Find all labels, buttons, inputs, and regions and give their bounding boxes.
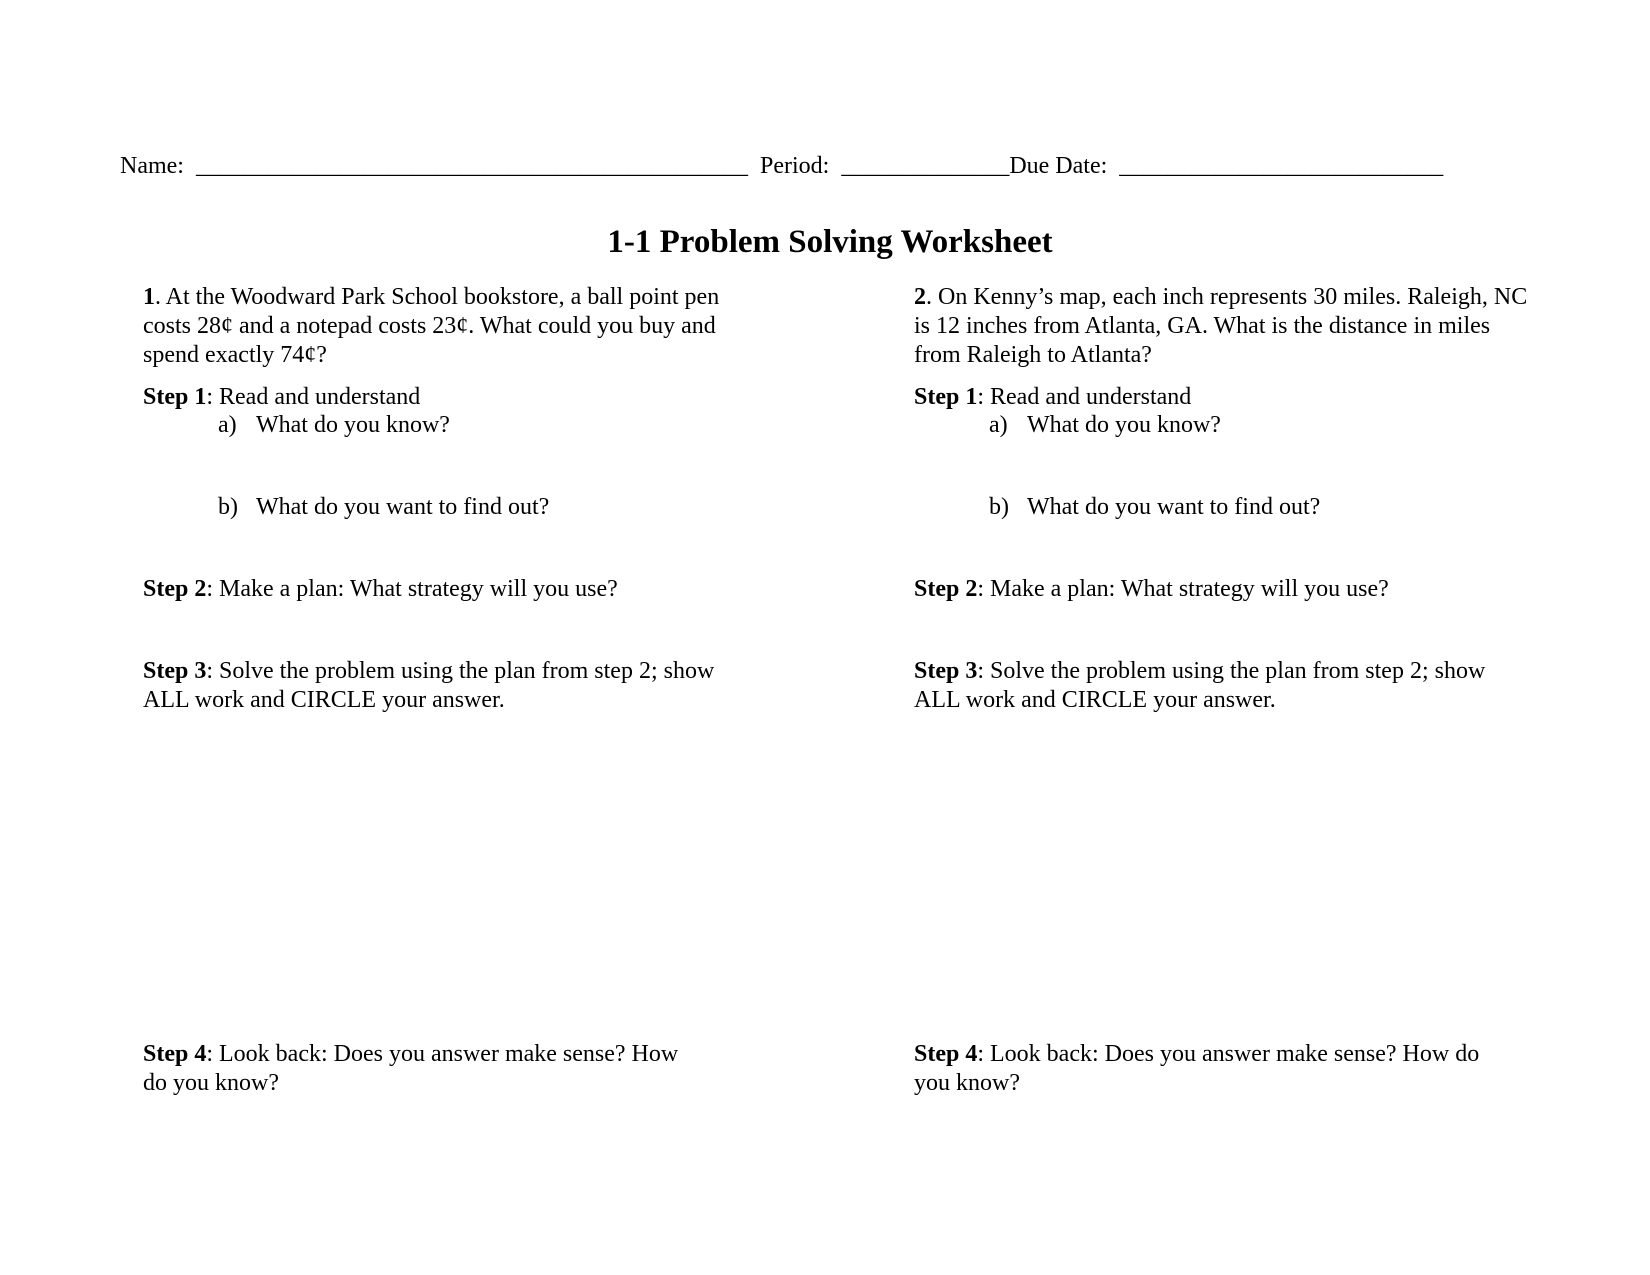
sub-b-text: What do you want to find out? [1027,494,1321,520]
step-3-label: Step 3 [143,658,207,684]
name-label: Name: [120,153,184,179]
sub-b-letter: b) [989,494,1009,520]
period-label: Period: [759,153,830,179]
problem-2-step-4 [914,1040,1479,1098]
problem-1-step-2 [143,575,618,604]
sub-a-letter: a) [218,412,237,438]
sub-b-text: What do you want to find out? [256,494,550,520]
problem-1-step-1-a [218,411,450,440]
problem-1-step-3 [143,657,714,715]
problem-1-statement [143,283,758,370]
due-date-label: Due Date: [1009,153,1108,179]
name-field[interactable]: ______________________________________________ [195,153,748,179]
step-3-label: Step 3 [914,658,978,684]
sub-a-letter: a) [989,412,1008,438]
step-2-label: Step 2 [914,576,978,602]
step-3-line-1: : Solve the problem using the plan from step 2; show [206,658,715,684]
step-4-line-1: : Look back: Does you answer make sense? How do [977,1041,1480,1067]
sub-a-text: What do you know? [256,412,450,438]
problem-2-statement [914,283,1559,370]
problem-2-step-2 [914,575,1389,604]
step-1-label: Step 1 [143,384,207,410]
problem-2-step-1-b [989,493,1320,522]
step-4-label: Step 4 [914,1041,978,1067]
problem-2-line-2: is 12 inches from Atlanta, GA. What is the distance in miles [914,313,1491,339]
problem-2-step-1-a [989,411,1221,440]
step-3-line-2: ALL work and CIRCLE your answer. [914,687,1276,713]
sub-b-letter: b) [218,494,238,520]
step-4-line-2: do you know? [143,1070,279,1096]
step-4-label: Step 4 [143,1041,207,1067]
step-2-label: Step 2 [143,576,207,602]
step-3-line-2: ALL work and CIRCLE your answer. [143,687,505,713]
problem-2-step-1 [914,383,1191,412]
problem-2 [914,283,1559,1096]
step-4-line-1: : Look back: Does you answer make sense? How [206,1041,679,1067]
page-title: 1-1 Problem Solving Worksheet [607,224,1053,260]
due-date-field[interactable]: ___________________________ [1119,153,1444,179]
step-1-text: : Read and understand [206,384,421,410]
step-4-line-2: you know? [914,1070,1020,1096]
step-3-line-1: : Solve the problem using the plan from step 2; show [977,658,1486,684]
student-info-header [120,152,1443,181]
problem-2-line-3: from Raleigh to Atlanta? [914,342,1152,368]
step-2-text: : Make a plan: What strategy will you use? [206,576,618,602]
problem-2-line-1: . On Kenny’s map, each inch represents 30 miles. Raleigh, NC [926,284,1528,310]
step-2-text: : Make a plan: What strategy will you use? [977,576,1389,602]
sub-a-text: What do you know? [1027,412,1221,438]
problem-1-step-1-b [218,493,549,522]
problem-2-number: 2 [914,284,926,310]
problem-1-line-3: spend exactly 74¢? [143,342,327,368]
problem-1-line-1: . At the Woodward Park School bookstore, a ball point pen [155,284,720,310]
problem-1-number: 1 [143,284,155,310]
problem-1 [143,283,763,1096]
period-field[interactable]: ______________ [841,153,1010,179]
problem-1-step-4 [143,1040,678,1098]
problem-1-step-1 [143,383,420,412]
step-1-label: Step 1 [914,384,978,410]
step-1-text: : Read and understand [977,384,1192,410]
problem-1-line-2: costs 28¢ and a notepad costs 23¢. What could you buy and [143,313,716,339]
problem-2-step-3 [914,657,1485,715]
